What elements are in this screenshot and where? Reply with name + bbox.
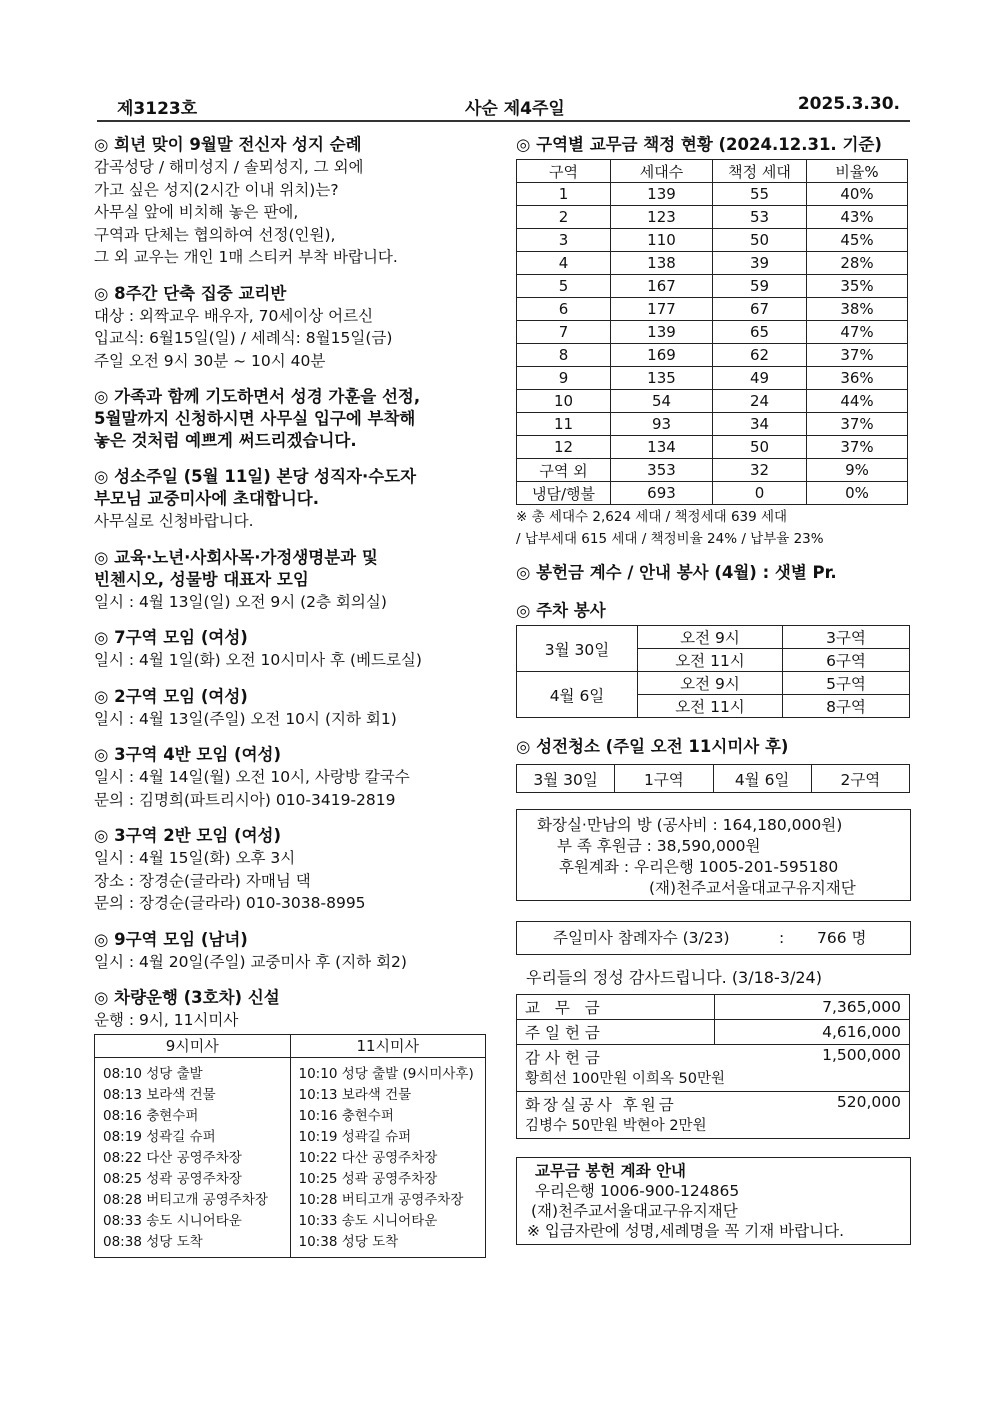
- pilgrimage-notice: [94, 134, 486, 269]
- table-cell: 50: [713, 436, 807, 459]
- list-item: 08:28 버티고개 공영주차장: [103, 1191, 268, 1208]
- page-header: [97, 92, 910, 122]
- table-cell: 6구역: [783, 649, 910, 672]
- dues-note: / 납부세대 615 세대 / 책정비율 24% / 납부율 23%: [516, 531, 824, 547]
- table-cell: 0%: [807, 482, 908, 505]
- text-line: 운행 : 9시, 11시미사: [94, 1011, 239, 1029]
- cleaning-table: [516, 764, 910, 793]
- table-cell: 59: [713, 275, 807, 298]
- text-line: 그 외 교우는 개인 1매 스티커 부착 바랍니다.: [94, 248, 398, 266]
- table-cell: 6: [517, 298, 611, 321]
- text-line: 후원계좌 : 우리은행 1005-201-595180: [559, 858, 839, 876]
- renovation-fund-box: [516, 809, 911, 901]
- table-cell: 32: [713, 459, 807, 482]
- table-cell: 37%: [807, 413, 908, 436]
- offering-name: 화장실공사 후원금: [525, 1095, 677, 1114]
- table-cell: 8구역: [783, 695, 910, 718]
- offering-amount: 7,365,000: [714, 994, 910, 1019]
- table-cell: 138: [611, 252, 713, 275]
- table-cell: 7: [517, 321, 611, 344]
- district-dues-table: [516, 159, 908, 505]
- table-cell: 37%: [807, 436, 908, 459]
- table-cell: 47%: [807, 321, 908, 344]
- section-title: 놓은 것처럼 예쁘게 써드리겠습니다.: [94, 431, 357, 450]
- section-title: ◎ 8주간 단축 집중 교리반: [94, 283, 287, 303]
- table-cell: 139: [611, 321, 713, 344]
- section-title: ◎ 성소주일 (5월 11일) 본당 성직자·수도자: [94, 467, 417, 486]
- table-cell: 3월 30일: [517, 765, 615, 793]
- table-cell: 62: [713, 344, 807, 367]
- table-header: 책정 세대: [713, 160, 807, 183]
- offering-row: [517, 1091, 910, 1138]
- left-column: [94, 134, 486, 1272]
- table-row: [517, 367, 908, 390]
- table-cell: 44%: [807, 390, 908, 413]
- table-row: [517, 275, 908, 298]
- parking-volunteer-table: [516, 625, 910, 718]
- district3-group4-meeting: [94, 744, 486, 811]
- offering-table: [516, 994, 910, 1139]
- account-title: 교무금 봉헌 계좌 안내: [535, 1161, 686, 1180]
- representatives-meeting: [94, 547, 486, 614]
- list-item: 10:16 충현수퍼: [298, 1107, 394, 1124]
- text-line: 입교식: 6월15일(일) / 세례식: 8월15일(금): [94, 329, 393, 347]
- table-cell: 1: [517, 183, 611, 206]
- district7-meeting: [94, 627, 486, 672]
- table-cell: 39: [713, 252, 807, 275]
- right-column: [516, 134, 912, 1245]
- section-title: 5월말까지 신청하시면 사무실 입구에 부착해: [94, 409, 416, 428]
- table-cell: 3: [517, 229, 611, 252]
- table-row: [517, 482, 908, 505]
- section-title: ◎ 성전청소 (주일 오전 11시미사 후): [516, 737, 789, 756]
- text-line: 일시 : 4월 20일(주일) 교중미사 후 (지하 회2): [94, 952, 407, 971]
- schedule-9am: [95, 1057, 291, 1257]
- table-row: [517, 229, 908, 252]
- dues-account-box: [516, 1157, 911, 1245]
- section-title: ◎ 2구역 모임 (여성): [94, 686, 248, 706]
- attendance-label: 주일미사 참례자수 (3/23): [553, 929, 730, 947]
- table-row: [517, 206, 908, 229]
- list-item: 10:13 보라색 건물: [298, 1086, 412, 1103]
- table-cell: 65: [713, 321, 807, 344]
- text-line: 부 족 후원금 : 38,590,000원: [557, 837, 761, 855]
- text-line: 일시 : 4월 14일(월) 오전 10시, 사랑방 칼국수: [94, 768, 410, 786]
- vocation-sunday-notice: [94, 466, 486, 533]
- text-line: 가고 싶은 성지(2시간 이내 위치)는?: [94, 180, 339, 199]
- text-line: ※ 입금자란에 성명,세례명을 꼭 기재 바랍니다.: [527, 1221, 844, 1240]
- list-item: 08:25 성곽 공영주차장: [103, 1170, 242, 1187]
- table-cell: 37%: [807, 344, 908, 367]
- table-cell: 0: [713, 482, 807, 505]
- table-cell: 54: [611, 390, 713, 413]
- table-header: 비율%: [807, 160, 908, 183]
- offering-detail: 황희선 100만원 이희옥 50만원: [525, 1070, 726, 1087]
- list-item: 08:13 보라색 건물: [103, 1086, 216, 1103]
- table-cell: 43%: [807, 206, 908, 229]
- section-title: ◎ 3구역 2반 모임 (여성): [94, 826, 281, 845]
- table-cell: 2: [517, 206, 611, 229]
- text-line: 대상 : 외짝교우 배우자, 70세이상 어르신: [94, 306, 374, 325]
- table-row: [517, 321, 908, 344]
- section-title: ◎ 희년 맞이 9월말 전신자 성지 순례: [94, 135, 362, 154]
- text-line: (재)천주교서울대교구유지재단: [649, 879, 856, 897]
- list-item: 10:10 성당 출발 (9시미사후): [298, 1065, 474, 1082]
- table-cell: 53: [713, 206, 807, 229]
- text-line: 사무실 앞에 비치해 놓은 판에,: [94, 203, 299, 221]
- table-cell: 3월 30일: [517, 626, 638, 672]
- table-cell: 34: [713, 413, 807, 436]
- section-title: ◎ 주차 봉사: [516, 601, 606, 620]
- table-cell: 8: [517, 344, 611, 367]
- table-cell: 1구역: [615, 765, 713, 793]
- shuttle-timetable: [94, 1034, 486, 1258]
- table-cell: 오전 11시: [638, 695, 783, 718]
- list-item: 10:38 성당 도착: [298, 1233, 399, 1250]
- dues-note: ※ 총 세대수 2,624 세대 / 책정세대 639 세대: [516, 509, 788, 525]
- table-cell: 135: [611, 367, 713, 390]
- list-item: 10:25 성곽 공영주차장: [298, 1170, 438, 1187]
- offering-name: 주일헌금: [517, 1019, 715, 1044]
- table-cell: 오전 9시: [638, 672, 783, 695]
- table-cell: 139: [611, 183, 713, 206]
- shuttle-notice: [94, 987, 486, 1258]
- table-header: 11시미사: [290, 1034, 486, 1057]
- text-line: 사무실로 신청바랍니다.: [94, 512, 254, 530]
- table-cell: 169: [611, 344, 713, 367]
- list-item: 08:19 성곽길 슈퍼: [103, 1128, 216, 1145]
- list-item: 10:28 버티고개 공영주차장: [298, 1191, 464, 1208]
- table-header: 9시미사: [95, 1034, 291, 1057]
- table-header: 세대수: [611, 160, 713, 183]
- table-cell: 45%: [807, 229, 908, 252]
- table-row: [517, 183, 908, 206]
- table-cell: 123: [611, 206, 713, 229]
- table-cell: 38%: [807, 298, 908, 321]
- text-line: 장소 : 장경순(글라라) 자매님 댁: [94, 871, 311, 890]
- table-cell: 49: [713, 367, 807, 390]
- section-title: 부모님 교중미사에 초대합니다.: [94, 489, 319, 508]
- table-cell: 50: [713, 229, 807, 252]
- offering-title: 우리들의 정성 감사드립니다. (3/18-3/24): [526, 968, 822, 987]
- offering-amount: 4,616,000: [714, 1019, 910, 1044]
- family-motto-notice: [94, 386, 486, 452]
- table-cell: 오전 11시: [638, 649, 783, 672]
- table-cell: 10: [517, 390, 611, 413]
- text-line: 일시 : 4월 15일(화) 오후 3시: [94, 849, 296, 867]
- table-cell: 36%: [807, 367, 908, 390]
- text-line: (재)천주교서울대교구유지재단: [531, 1201, 738, 1220]
- section-title: ◎ 구역별 교무금 책정 현황 (2024.12.31. 기준): [516, 135, 882, 154]
- table-cell: 4: [517, 252, 611, 275]
- text-line: 일시 : 4월 13일(주일) 오전 10시 (지하 회1): [94, 709, 397, 728]
- table-cell: 5구역: [783, 672, 910, 695]
- text-line: 주일 오전 9시 30분 ~ 10시 40분: [94, 351, 326, 370]
- section-title: ◎ 3구역 4반 모임 (여성): [94, 745, 281, 764]
- list-item: 08:33 송도 시니어타운: [103, 1212, 242, 1229]
- district9-meeting: [94, 929, 486, 974]
- table-row: [517, 298, 908, 321]
- liturgical-week: 사순 제4주일: [465, 99, 565, 119]
- table-cell: 134: [611, 436, 713, 459]
- table-cell: 9%: [807, 459, 908, 482]
- table-cell: 2구역: [811, 765, 909, 793]
- offering-amount: 520,000: [836, 1092, 901, 1111]
- table-cell: 4월 6일: [713, 765, 811, 793]
- offering-name: 교 무 금: [517, 994, 715, 1019]
- table-cell: 5: [517, 275, 611, 298]
- district3-group2-meeting: [94, 825, 486, 915]
- table-row: [517, 390, 908, 413]
- table-cell: 67: [713, 298, 807, 321]
- counting-volunteer: ◎ 봉헌금 계수 / 안내 봉사 (4월) : 샛별 Pr.: [516, 563, 837, 582]
- text-line: 일시 : 4월 13일(일) 오전 9시 (2층 회의실): [94, 592, 387, 611]
- table-cell: 35%: [807, 275, 908, 298]
- table-row: [517, 459, 908, 482]
- list-item: 08:22 다산 공영주차장: [103, 1149, 242, 1166]
- text-line: 문의 : 장경순(글라라) 010-3038-8995: [94, 894, 366, 912]
- offering-name: 감사헌금: [525, 1048, 605, 1067]
- schedule-11am: [290, 1057, 486, 1257]
- section-title: ◎ 차량운행 (3호차) 신설: [94, 988, 280, 1007]
- section-title: ◎ 교육·노년·사회사목·가정생명분과 및: [94, 547, 378, 567]
- text-line: 우리은행 1006-900-124865: [535, 1181, 740, 1200]
- section-title: ◎ 7구역 모임 (여성): [94, 628, 248, 647]
- table-row: [517, 344, 908, 367]
- text-line: 문의 : 김명희(파트리시아) 010-3419-2819: [94, 790, 396, 809]
- list-item: 10:19 성곽길 슈퍼: [298, 1128, 412, 1145]
- attendance-separator: :: [779, 929, 785, 947]
- attendance-count: 766 명: [817, 929, 867, 947]
- offering-detail: 김병수 50만원 박현아 2만원: [525, 1117, 707, 1134]
- list-item: 08:38 성당 도착: [103, 1233, 203, 1250]
- text-line: 일시 : 4월 1일(화) 오전 10시미사 후 (베드로실): [94, 651, 422, 669]
- section-title: ◎ 가족과 함께 기도하면서 성경 가훈을 선정,: [94, 387, 421, 406]
- table-cell: 353: [611, 459, 713, 482]
- table-cell: 구역 외: [517, 459, 611, 482]
- issue-number: 제3123호: [117, 99, 198, 119]
- text-line: 구역과 단체는 협의하여 선정(인원),: [94, 225, 336, 244]
- table-cell: 110: [611, 229, 713, 252]
- table-cell: 24: [713, 390, 807, 413]
- table-cell: 9: [517, 367, 611, 390]
- table-cell: 93: [611, 413, 713, 436]
- table-row: [517, 413, 908, 436]
- bulletin-date: 2025.3.30.: [797, 94, 900, 114]
- attendance-box: [516, 921, 911, 955]
- text-line: 감곡성당 / 해미성지 / 솔뫼성지, 그 외에: [94, 158, 364, 176]
- table-cell: 냉담/행불: [517, 482, 611, 505]
- section-title: ◎ 9구역 모임 (남녀): [94, 929, 248, 949]
- table-cell: 11: [517, 413, 611, 436]
- catechism-notice: [94, 283, 486, 373]
- list-item: 10:22 다산 공영주차장: [298, 1149, 438, 1166]
- table-cell: 177: [611, 298, 713, 321]
- offering-amount: 1,500,000: [822, 1045, 901, 1064]
- district2-meeting: [94, 686, 486, 731]
- table-header: 구역: [517, 160, 611, 183]
- table-cell: 오전 9시: [638, 626, 783, 649]
- table-cell: 167: [611, 275, 713, 298]
- list-item: 08:10 성당 출발: [103, 1065, 203, 1082]
- table-row: [517, 436, 908, 459]
- table-cell: 4월 6일: [517, 672, 638, 718]
- table-cell: 55: [713, 183, 807, 206]
- table-row: [517, 252, 908, 275]
- text-line: 화장실·만남의 방 (공사비 : 164,180,000원): [537, 816, 843, 834]
- section-title: 빈첸시오, 성물방 대표자 모임: [94, 569, 309, 589]
- table-cell: 3구역: [783, 626, 910, 649]
- table-cell: 12: [517, 436, 611, 459]
- list-item: 08:16 충현수퍼: [103, 1107, 199, 1124]
- list-item: 10:33 송도 시니어타운: [298, 1212, 438, 1229]
- offering-row: [517, 1044, 910, 1091]
- table-cell: 28%: [807, 252, 908, 275]
- table-cell: 693: [611, 482, 713, 505]
- table-cell: 40%: [807, 183, 908, 206]
